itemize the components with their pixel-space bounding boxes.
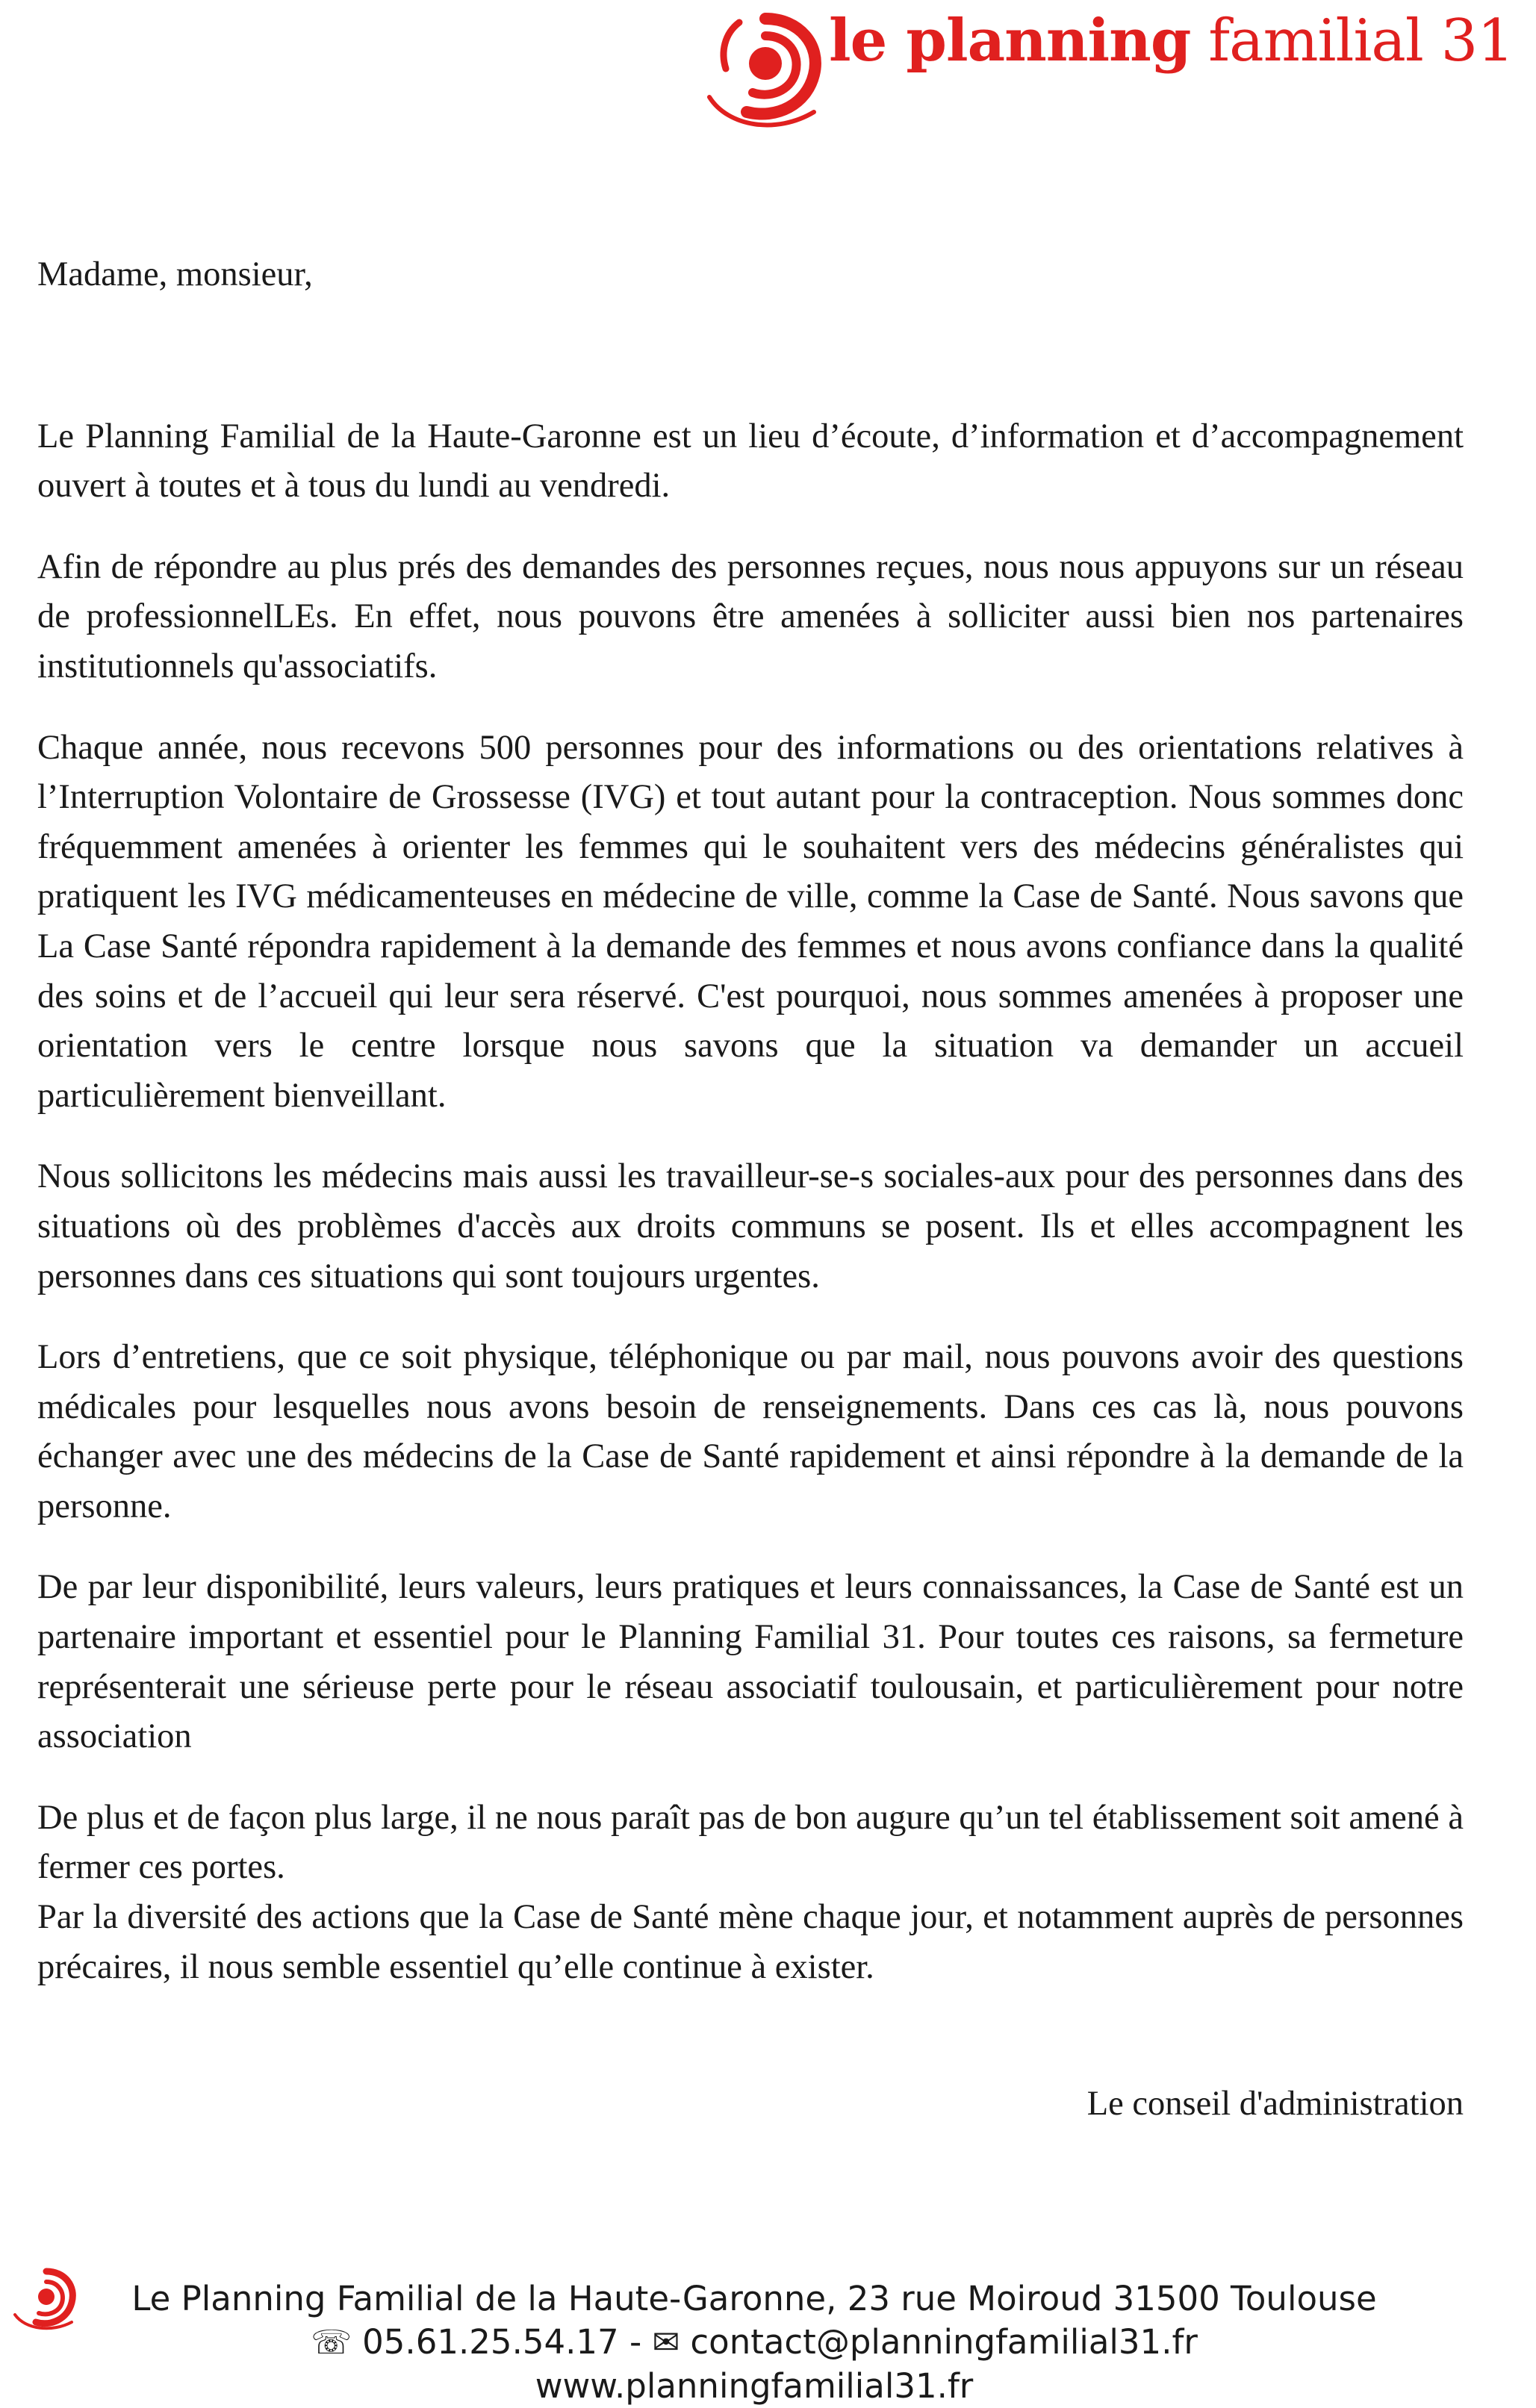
swirl-logo-icon [694, 0, 836, 134]
footer-swirl-logo-icon [9, 2262, 80, 2333]
brand-regular: familial 31 [1208, 7, 1514, 75]
envelope-icon: ✉ [652, 2324, 680, 2362]
footer [119, 2277, 1389, 2408]
paragraph-partnership: De par leur disponibilité, leurs valeurs, leurs pratiques et leurs connaissances, la Case de Santé est un partenaire important et essentiel pour le Planning Familial 31. Pour toutes ces raisons, sa fermeture représenterait une sérieuse perte pour le réseau associatif toulousain, et particulièrement pour notre association [37, 1568, 1464, 1756]
footer-phone: 05.61.25.54.17 - [362, 2322, 642, 2362]
footer-email[interactable]: contact@planningfamilial31.fr [690, 2322, 1198, 2362]
header-logo [694, 0, 1514, 134]
paragraph-augure: De plus et de façon plus large, il ne nous paraît pas de bon augure qu’un tel établissement soit amené à fermer ces portes. [37, 1798, 1464, 1887]
salutation: Madame, monsieur, [37, 255, 313, 293]
paragraph-ivg: Chaque année, nous recevons 500 personnes pour des informations ou des orientations relatives à l’Interruption Volontaire de Grossesse (IVG) et tout autant pour la contraception. Nous sommes donc fréquemment amenées à orienter les femmes qui le souhaitent vers des médecins généralistes qui pratiquent les IVG médicamenteuses en médecine de ville, comme la Case de Santé. Nous savons que La Case Santé répondra rapidement à la demande des femmes et nous avons confiance dans la qualité des soins et de l’accueil qui leur sera réservé. C'est pourquoi, nous sommes amenées à proposer une orientation vers le centre lorsque nous savons que la situation va demander un accueil particulièrement bienveillant. [37, 728, 1464, 1115]
footer-address: Le Planning Familial de la Haute-Garonne, 23 rue Moiroud 31500 Toulouse [131, 2279, 1377, 2318]
paragraph-social-workers: Nous sollicitons les médecins mais aussi les travailleur-se-s sociales-aux pour des personnes dans des situations où des problèmes d'accès aux droits communs se posent. Ils et elles accompagnent les personnes dans ces situations qui sont toujours urgentes. [37, 1157, 1464, 1295]
paragraph-conclusion: Par la diversité des actions que la Case de Santé mène chaque jour, et notamment auprès de personnes précaires, il nous semble essentiel qu’elle continue à exister. [37, 1898, 1464, 1986]
brand-wordmark [829, 7, 1514, 75]
signature: Le conseil d'administration [1086, 2085, 1464, 2123]
brand-bold: le planning [829, 7, 1191, 75]
paragraph-network: Afin de répondre au plus prés des demandes des personnes reçues, nous nous appuyons sur un réseau de professionnelLEs. En effet, nous pouvons être amenées à solliciter aussi bien nos partenaires institutionnels qu'associatifs. [37, 547, 1464, 685]
footer-website[interactable]: www.planningfamilial31.fr [535, 2366, 974, 2406]
paragraph-intro: Le Planning Familial de la Haute-Garonne est un lieu d’écoute, d’information et d’accompagnement ouvert à toutes et à tous du lundi au vendredi. [37, 417, 1464, 505]
letter-body [37, 250, 1464, 2023]
footer-contact [119, 2321, 1389, 2365]
paragraph-interviews: Lors d’entretiens, que ce soit physique, téléphonique ou par mail, nous pouvons avoir des questions médicales pour lesquelles nous avons besoin de renseignements. Dans ces cas là, nous pouvons échanger avec une des médecins de la Case de Santé rapidement et ainsi répondre à la demande de la personne. [37, 1338, 1464, 1525]
phone-icon: ☏ [311, 2324, 352, 2362]
